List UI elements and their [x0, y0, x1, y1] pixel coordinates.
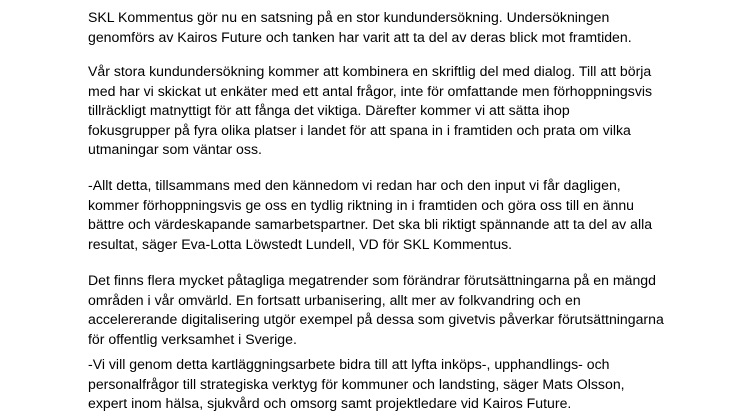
- paragraph-survey-method: Vår stora kundundersökning kommer att kombinera en skriftlig del med dialog. Till att börja med har vi skickat ut enkäter med ett antal frågor, inte för omfattande men förhoppningsvis tillräckligt matnyttigt för att fånga det viktiga. Därefter kommer vi att sätta ihop fokusgrupper på fyra olika platser i landet för att spana in i framtiden och prata om vilka utmaningar som väntar oss.: [88, 63, 653, 157]
- paragraph-ceo-quote: -Allt detta, tillsammans med den kännedom vi redan har och den input vi får dagligen, kommer förhoppningsvis ge oss en tydlig riktning in i framtiden och göra oss till en ännu bättre och värdeskapande samarbetspartner. Det ska bli riktigt spännande att ta del av alla resultat, säger Eva-Lotta Löwstedt Lundell, VD för SKL Kommentus.: [88, 177, 653, 252]
- paragraph-megatrends: Det finns flera mycket påtagliga megatrender som förändrar förutsättningarna på en mängd områden i vår omvärld. En fortsatt urbanisering, allt mer av folkvandring och en accelererande digitalisering utgör exempel på dessa som givetvis påverkar förutsättningarna för offentlig verksamhet i Sverige.: [88, 272, 664, 347]
- paragraph-project-lead-quote: -Vi vill genom detta kartläggningsarbete bidra till att lyfta inköps-, upphandlings- och personalfrågor till strategiska verktyg för kommuner och landsting, säger Mats Olsson, expert inom hälsa, sjukvård och omsorg samt projektledare vid Kairos Future.: [88, 356, 625, 411]
- paragraph-intro: SKL Kommentus gör nu en satsning på en stor kundundersökning. Undersökningen genomförs av Kairos Future och tanken har varit att ta del av deras blick mot framtiden.: [88, 9, 632, 45]
